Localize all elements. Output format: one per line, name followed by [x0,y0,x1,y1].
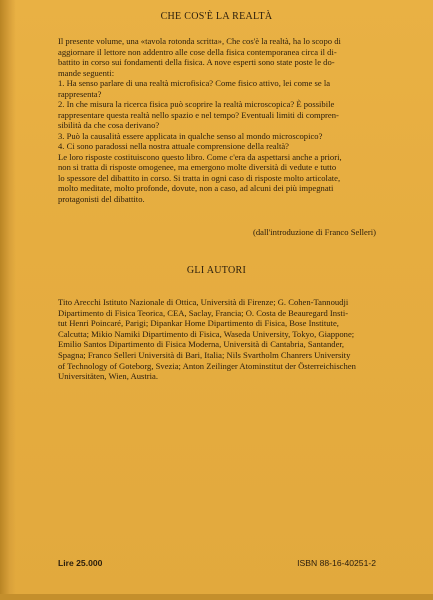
authors-line: Calcutta; Mikio Namiki Dipartimento di Fisica, Waseda University, Tokyo, Giappone; [58,328,355,339]
intro-line: rappresenta? [58,88,102,99]
isbn-label: ISBN 88-16-40251-2 [297,558,376,568]
intro-line: Il presente volume, una «tavola rotonda scritta», Che cos'è la realtà, ha lo scopo di [58,36,341,46]
intro-line: 1. Ha senso parlare di una realtà microfisica? Come fisico attivo, lei come se la [58,78,331,88]
heading-title: CHE COS'È LA REALTÀ [160,11,273,22]
intro-line: molto meditate, molto profonde, dovute, non a caso, ad alcuni dei più impegnati [58,183,334,193]
intro-line: rappresentare questa realtà nello spazio e nel tempo? Eventuali limiti di compren- [58,109,339,120]
intro-line: mande seguenti: [58,67,115,78]
price-label: Lire 25.000 [58,558,103,568]
authors-list [58,297,378,382]
intro-line: Le loro risposte costituiscono questo libro. Come c'era da aspettarsi anche a priori, [58,151,342,162]
intro-line: lo spessore del dibattito in corso. Si tratta in ogni caso di risposte molto articolate, [58,172,341,183]
intro-line: 2. In che misura la ricerca fisica può scoprire la realtà microscopica? È possibile [58,99,335,109]
intro-text [58,36,378,204]
intro-line: 4. Ci sono paradossi nella nostra attuale comprensione della realtà? [58,141,289,151]
intro-line: 3. Può la causalità essere applicata in qualche senso al mondo microscopico? [58,130,323,141]
bottom-edge [0,594,433,600]
authors-heading: GLI AUTORI [186,265,247,276]
intro-line: sibilità da che cosa derivano? [58,120,160,130]
authors-line: Dipartimento di Fisica Teorica, CEA, Saclay, Francia; O. Costa de Beauregard Insti- [58,307,349,318]
authors-line: Emilio Santos Dipartimento di Fisica Moderna, Università di Cantabria, Santander, [58,339,345,350]
authors-line: Spagna; Franco Selleri Università di Bari, Italia; Nils Svartholm Chanrers University [58,349,351,360]
authors-line: Tito Arecchi Istituto Nazionale di Ottica, Università di Firenze; G. Cohen-Tannoudji [58,297,349,307]
intro-line: aggiornare il lettore non addentro alle cose della fisica contemporanea circa il di- [58,46,337,57]
authors-line: Universitäten, Wien, Austria. [58,371,158,382]
intro-line: protagonisti del dibattito. [58,193,145,204]
intro-line: battito in corso sui fondamenti della fisica. A nove esperti sono state poste le do- [58,57,335,67]
intro-line: non si tratta di risposte omogenee, ma emergono molte diversità di vedute e tutto [58,162,337,172]
spine-shadow [0,0,16,600]
authors-line: tut Henri Poincaré, Parigi; Dipankar Home Dipartimento di Fisica, Bose Institute, [58,318,339,329]
authors-line: of Technology of Goteborg, Svezia; Anton Zeilinger Atominstitut der Österreichischen [58,360,356,371]
attribution: (dall'introduzione di Franco Selleri) [252,227,376,237]
